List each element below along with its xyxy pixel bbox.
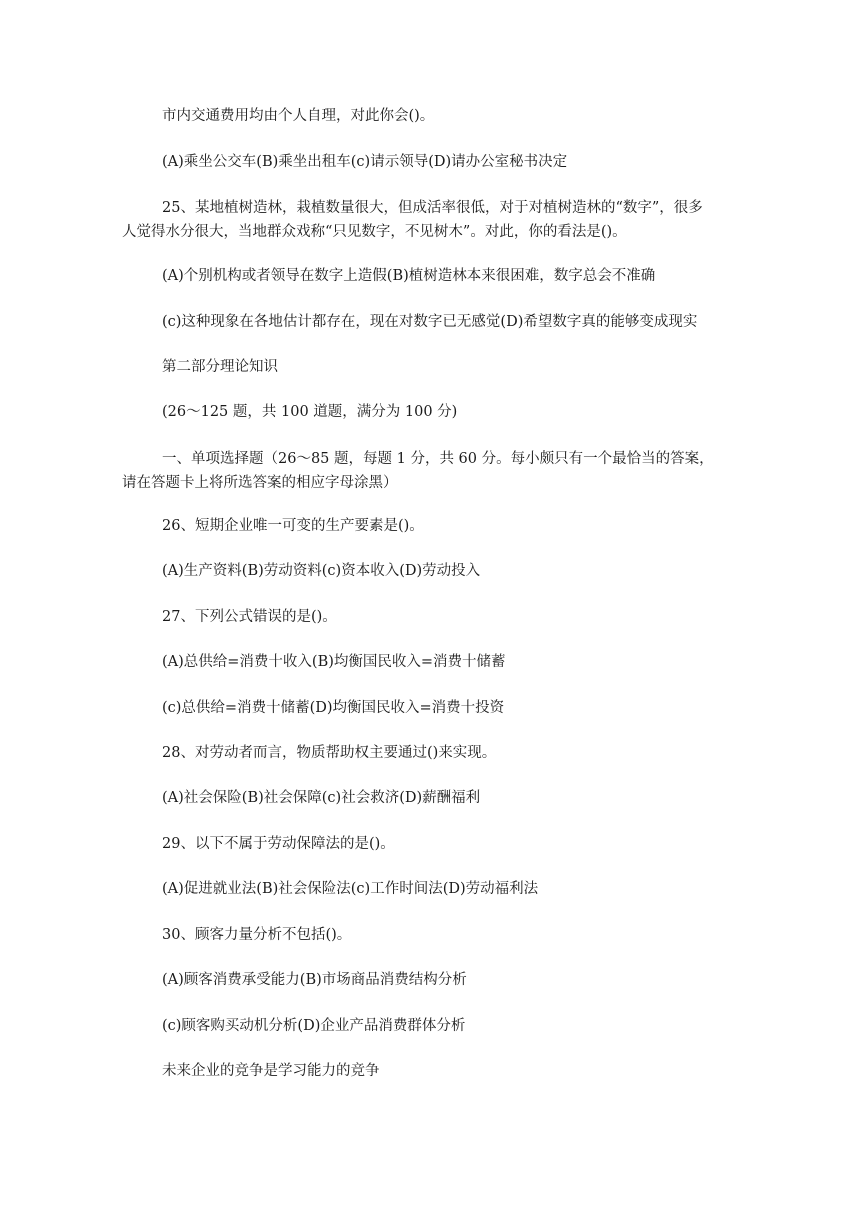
text-line-q24-options: (A)乘坐公交车(B)乘坐出租车(c)请示领导(D)请办公室秘书决定 [162, 154, 568, 170]
question-25 [122, 196, 744, 244]
question-30-options-cd: (c)顾客购买动机分析(D)企业产品消费群体分析 [162, 1018, 466, 1034]
section-heading-part2: 第二部分理论知识 [162, 359, 278, 375]
question-30-options-ab: (A)顾客消费承受能力(B)市场商品消费结构分析 [162, 972, 467, 988]
question-30: 30、顾客力量分析不包括()。 [162, 927, 352, 943]
question-25-line1: 25、某地植树造林，栽植数量很大，但成活率很低，对于对植树造林的“数字”，很多 [162, 200, 703, 216]
question-28-options: (A)社会保险(B)社会保障(c)社会救济(D)薪酬福利 [162, 790, 481, 806]
section-scope: (26～125 题，共 100 道题，满分为 100 分) [162, 404, 458, 420]
section-single-choice-line2: 请在答题卡上将所选答案的相应字母涂黑） [122, 475, 398, 491]
question-25-line2: 人觉得水分很大，当地群众戏称“只见数字，不见树木”。对此，你的看法是()。 [122, 224, 627, 240]
question-27-options-ab: (A)总供给=消费十收入(B)均衡国民收入=消费十储蓄 [162, 654, 506, 670]
question-29: 29、以下不属于劳动保障法的是()。 [162, 836, 395, 852]
section-single-choice [122, 447, 744, 495]
question-26-options: (A)生产资料(B)劳动资料(c)资本收入(D)劳动投入 [162, 563, 481, 579]
question-27-options-cd: (c)总供给=消费十储蓄(D)均衡国民收入=消费十投资 [162, 700, 505, 716]
closing-text: 未来企业的竞争是学习能力的竞争 [162, 1063, 380, 1079]
question-26: 26、短期企业唯一可变的生产要素是()。 [162, 518, 424, 534]
question-27: 27、下列公式错误的是()。 [162, 609, 337, 625]
question-29-options: (A)促进就业法(B)社会保险法(c)工作时间法(D)劳动福利法 [162, 881, 539, 897]
text-line-q25-options-cd: (c)这种现象在各地估计都存在，现在对数字已无感觉(D)希望数字真的能够变成现实 [162, 314, 698, 330]
section-single-choice-line1: 一、单项选择题（26～85 题，每题 1 分，共 60 分。每小颇只有一个最恰当的答案， [162, 451, 714, 467]
text-line-q25-options-ab: (A)个别机构或者领导在数字上造假(B)植树造林本来很困难，数字总会不准确 [162, 268, 656, 284]
question-28: 28、对劳动者而言，物质帮助权主要通过()来实现。 [162, 745, 497, 761]
text-line-transport: 市内交通费用均由个人自理，对此你会()。 [162, 108, 435, 124]
